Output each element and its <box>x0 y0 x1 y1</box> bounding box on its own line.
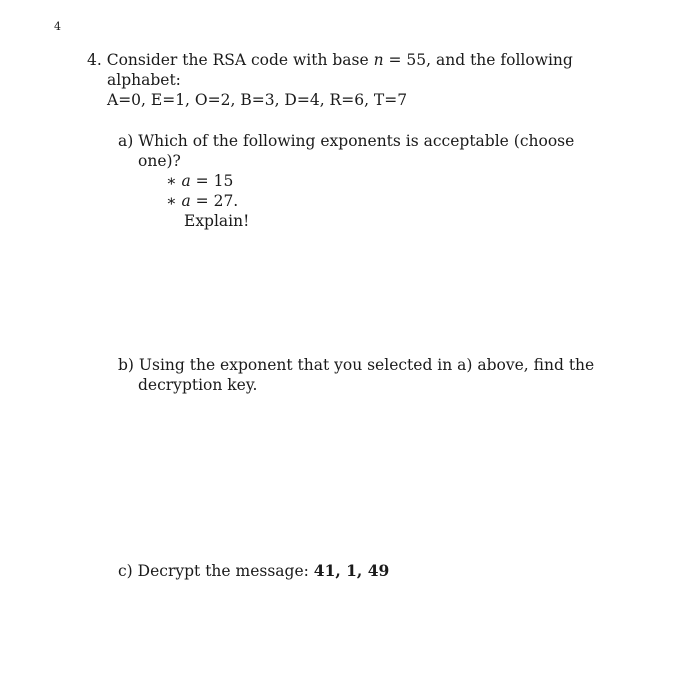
option-value: 27. <box>213 192 239 210</box>
option-item <box>118 191 578 211</box>
part-c <box>118 561 578 581</box>
page-number: 4 <box>54 20 61 33</box>
option-value: 15 <box>213 172 234 190</box>
part-b-line2: decryption key. <box>138 376 258 394</box>
part-b-line1 <box>118 355 595 375</box>
part-a-label: a) <box>118 132 134 150</box>
option-item <box>118 171 578 191</box>
equals-sign: = <box>190 192 214 210</box>
problem-statement <box>87 50 587 110</box>
part-b-text1: Using the exponent that you selected in a) above, find the <box>138 356 595 374</box>
variable-n: n <box>373 51 384 69</box>
equals-sign: = <box>190 172 214 190</box>
problem-intro-line1 <box>87 50 587 70</box>
part-c-label: c) <box>118 562 133 580</box>
part-b-label: b) <box>118 356 134 374</box>
equals-sign: = <box>383 51 407 69</box>
part-a <box>118 131 578 231</box>
encrypted-message: 41, 1, 49 <box>313 561 390 580</box>
part-c-line1 <box>118 561 578 581</box>
part-c-text: Decrypt the message: <box>137 562 314 580</box>
intro-text-pre: Consider the RSA code with base <box>106 51 374 69</box>
bullet-icon: ∗ <box>166 172 177 190</box>
variable-a: a <box>181 172 191 190</box>
part-a-line2: one)? <box>138 152 181 170</box>
part-a-text1: Which of the following exponents is acceptable (choose <box>138 132 575 150</box>
variable-a: a <box>181 192 191 210</box>
part-a-line1 <box>118 131 578 151</box>
alphabet-mapping: A=0, E=1, O=2, B=3, D=4, R=6, T=7 <box>107 91 408 109</box>
part-b <box>118 355 595 395</box>
problem-intro-line2: alphabet: <box>107 71 181 89</box>
problem-number: 4. <box>87 51 102 69</box>
explain-instruction: Explain! <box>184 212 250 230</box>
intro-text-post: 55, and the following <box>406 51 573 69</box>
bullet-icon: ∗ <box>166 192 177 210</box>
